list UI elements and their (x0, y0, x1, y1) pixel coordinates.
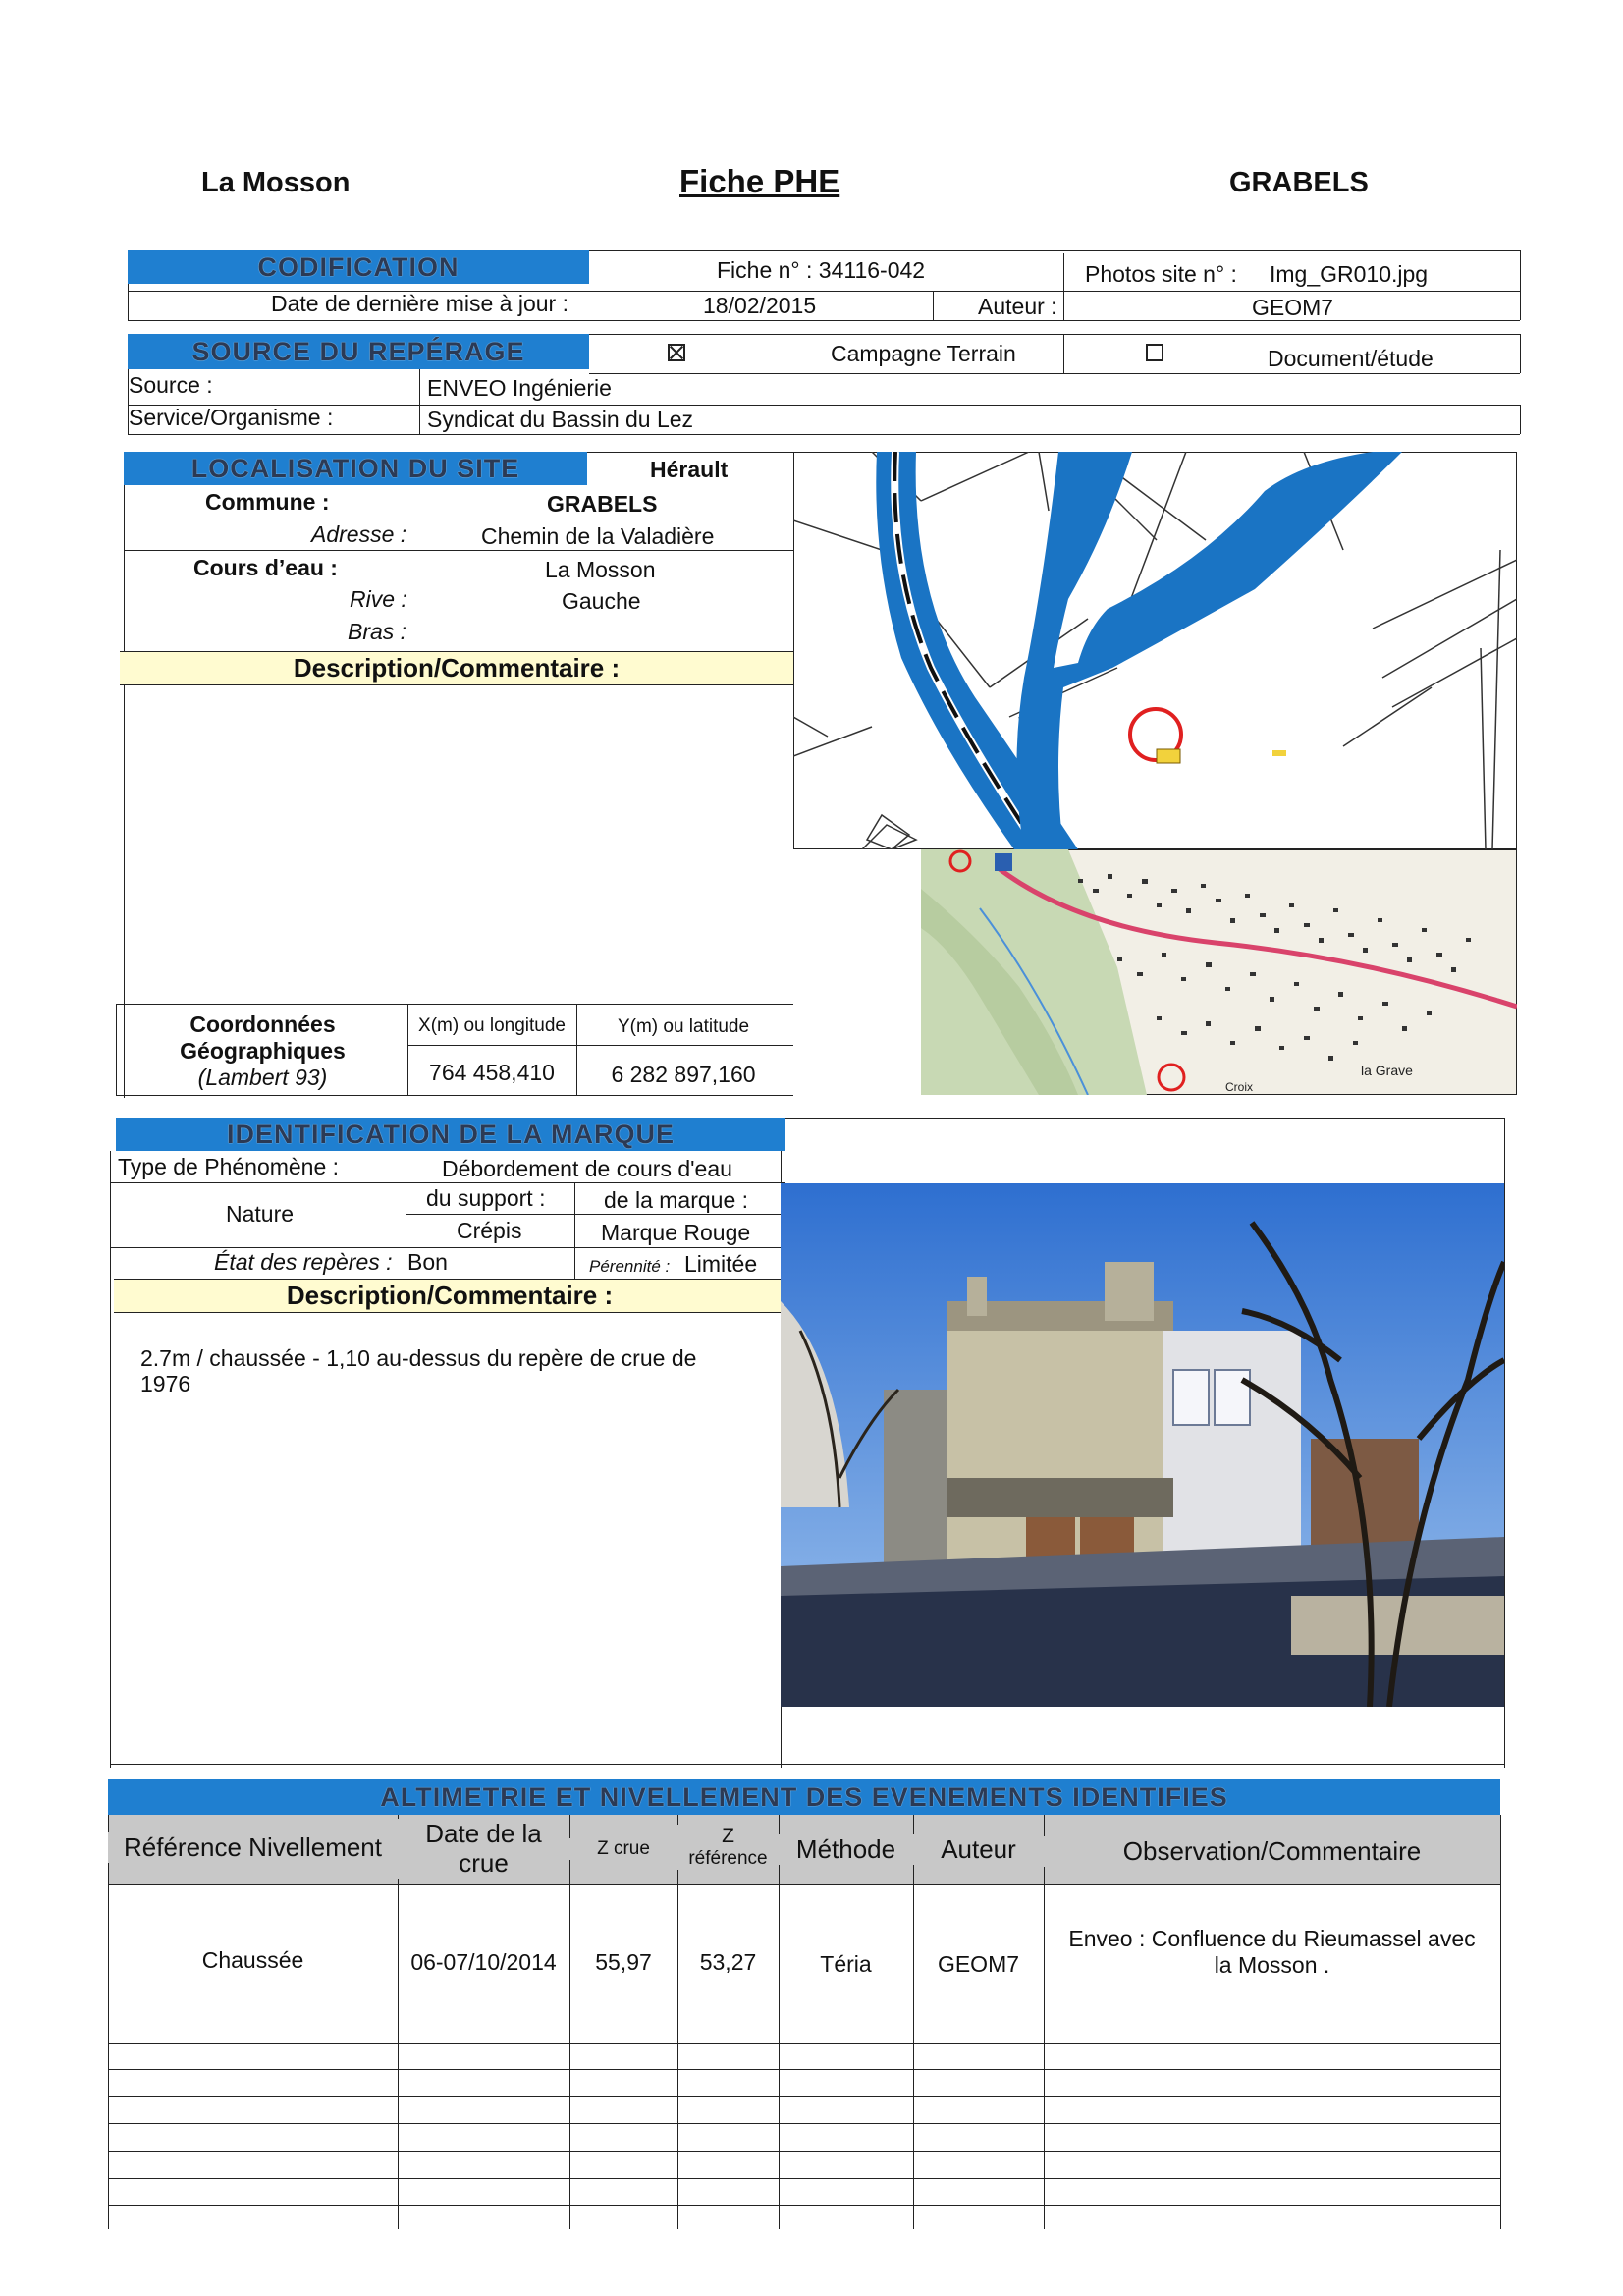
divider (1044, 1815, 1045, 2229)
localisation-description-header: Description/Commentaire : (120, 651, 793, 684)
col-ref-nivellement: Référence Nivellement (108, 1832, 398, 1863)
divider (406, 1214, 785, 1215)
source-label: Source : (129, 372, 213, 398)
photos-value: Img_GR010.jpg (1270, 261, 1429, 287)
y-label: Y(m) ou latitude (617, 1016, 750, 1037)
campagne-terrain-checkbox[interactable] (668, 344, 685, 361)
altimetrie-bar: ALTIMETRIE ET NIVELLEMENT DES EVENEMENTS IDENTIFIES (108, 1779, 1500, 1815)
divider (116, 1004, 117, 1095)
row-auteur: GEOM7 (937, 1951, 1020, 1977)
divider (124, 550, 793, 551)
divider (1500, 1815, 1501, 2229)
nature-label: Nature (226, 1201, 295, 1227)
support-label: du support : (426, 1185, 546, 1211)
map-road-label: Croix (1225, 1080, 1254, 1094)
rive-value: Gauche (562, 588, 641, 614)
divider (128, 405, 1520, 406)
divider (108, 1815, 109, 2229)
divider (110, 1182, 785, 1183)
fiche-number: Fiche n° : 34116-042 (717, 257, 926, 283)
row-z-reference: 53,27 (699, 1949, 757, 1975)
divider (128, 434, 1520, 435)
row-methode: Téria (820, 1951, 872, 1977)
divider (574, 1182, 575, 1249)
divider (589, 334, 1520, 335)
divider (589, 250, 1520, 251)
document-etude-checkbox[interactable] (1146, 344, 1163, 361)
comment-line-1: 2.7m / chaussée - 1,10 au-dessus du repère de crue de (140, 1345, 697, 1371)
adresse-value: Chemin de la Valadière (481, 523, 715, 549)
divider (108, 2096, 1500, 2097)
marque-value: Marque Rouge (601, 1220, 751, 1245)
date-value: 18/02/2015 (703, 293, 817, 318)
divider (677, 1815, 678, 2229)
departement-value: Hérault (650, 457, 729, 482)
divider (108, 2151, 1500, 2152)
divider (1520, 250, 1521, 320)
comment-line-2: 1976 (140, 1371, 191, 1396)
divider (116, 1095, 793, 1096)
y-value: 6 282 897,160 (611, 1062, 756, 1087)
site-photo (781, 1183, 1504, 1707)
divider (120, 651, 793, 652)
coord-label-2: Géographiques (180, 1038, 346, 1064)
divider (108, 2123, 1500, 2124)
divider (114, 1312, 785, 1313)
type-phenomene-label: Type de Phénomène : (118, 1154, 340, 1179)
document-etude-label: Document/étude (1268, 346, 1434, 371)
type-phenomene-value: Débordement de cours d'eau (442, 1156, 732, 1181)
row-observation-2: la Mosson . (1214, 1952, 1330, 1978)
source-value: ENVEO Ingénierie (427, 375, 612, 401)
adresse-label: Adresse : (311, 521, 407, 547)
col-date-crue-2: crue (398, 1848, 569, 1879)
divider (419, 369, 420, 434)
row-ref: Chaussée (201, 1947, 304, 1973)
auteur-label: Auteur : (978, 294, 1057, 319)
divider (589, 373, 1520, 374)
rive-label: Rive : (350, 586, 407, 612)
divider (933, 291, 934, 320)
divider (1520, 334, 1521, 373)
etat-value: Bon (407, 1249, 448, 1275)
coord-label-3: (Lambert 93) (197, 1065, 328, 1090)
col-z-reference-1: Z (677, 1825, 779, 1848)
commune-label: Commune : (205, 489, 330, 515)
col-observation: Observation/Commentaire (1044, 1836, 1500, 1867)
row-observation-1: Enveo : Confluence du Rieumassel avec (1068, 1926, 1476, 1951)
coord-label-1: Coordonnées (189, 1011, 336, 1037)
cadastral-map (793, 452, 1517, 849)
identification-bar: IDENTIFICATION DE LA MARQUE (116, 1118, 785, 1151)
commune-name: GRABELS (1229, 167, 1369, 198)
etat-label: État des repères : (214, 1249, 393, 1275)
divider (124, 485, 125, 1098)
divider (120, 684, 793, 685)
support-value: Crépis (457, 1218, 522, 1243)
divider (407, 1045, 793, 1046)
topographic-map (921, 849, 1517, 1095)
divider (108, 2069, 1500, 2070)
perennite-label: Pérennité : (589, 1257, 671, 1276)
date-label: Date de dernière mise à jour : (271, 291, 568, 316)
col-z-reference-2: référence (677, 1848, 779, 1870)
map-locality-label: la Grave (1361, 1063, 1413, 1078)
divider (569, 1815, 570, 2229)
photos-label: Photos site n° : (1085, 261, 1237, 287)
divider (110, 1247, 785, 1248)
col-date-crue-1: Date de la (398, 1819, 569, 1849)
divider (108, 2205, 1500, 2206)
divider (779, 1815, 780, 2229)
divider (1063, 253, 1064, 320)
row-z-crue: 55,97 (595, 1949, 652, 1975)
divider (1504, 1118, 1505, 1768)
divider (110, 1151, 111, 1768)
divider (114, 1279, 785, 1280)
source-bar: SOURCE DU REPÉRAGE (128, 334, 589, 369)
divider (1063, 334, 1064, 373)
localisation-bar: LOCALISATION DU SITE (124, 452, 587, 485)
page-title: Fiche PHE (679, 163, 840, 199)
perennite-value: Limitée (684, 1251, 758, 1277)
divider (108, 2178, 1500, 2179)
cours-eau-value: La Mosson (545, 557, 656, 582)
col-auteur: Auteur (913, 1834, 1044, 1865)
col-methode: Méthode (779, 1834, 913, 1865)
commune-value: GRABELS (547, 491, 658, 517)
cours-eau-label: Cours d’eau : (193, 555, 338, 580)
divider (108, 1884, 1500, 1885)
divider (110, 1764, 1504, 1765)
divider (785, 1118, 1504, 1119)
divider (108, 2043, 1500, 2044)
service-label: Service/Organisme : (129, 405, 334, 430)
divider (128, 284, 129, 320)
divider (116, 1004, 793, 1005)
auteur-value: GEOM7 (1252, 295, 1334, 320)
divider (913, 1815, 914, 2229)
x-label: X(m) ou longitude (418, 1015, 566, 1036)
marque-label: de la marque : (604, 1187, 749, 1213)
localisation-description-area[interactable] (128, 687, 791, 1002)
divider (1520, 405, 1521, 434)
river-name: La Mosson (201, 167, 351, 198)
codification-bar: CODIFICATION (128, 250, 589, 284)
x-value: 764 458,410 (429, 1060, 555, 1085)
bras-label: Bras : (348, 619, 407, 644)
campagne-terrain-label: Campagne Terrain (831, 341, 1016, 366)
row-date: 06-07/10/2014 (410, 1949, 557, 1975)
service-value: Syndicat du Bassin du Lez (427, 407, 694, 432)
identification-description-header: Description/Commentaire : (114, 1279, 785, 1312)
divider (574, 1247, 575, 1279)
divider (587, 452, 793, 453)
col-z-crue: Z crue (569, 1838, 677, 1860)
